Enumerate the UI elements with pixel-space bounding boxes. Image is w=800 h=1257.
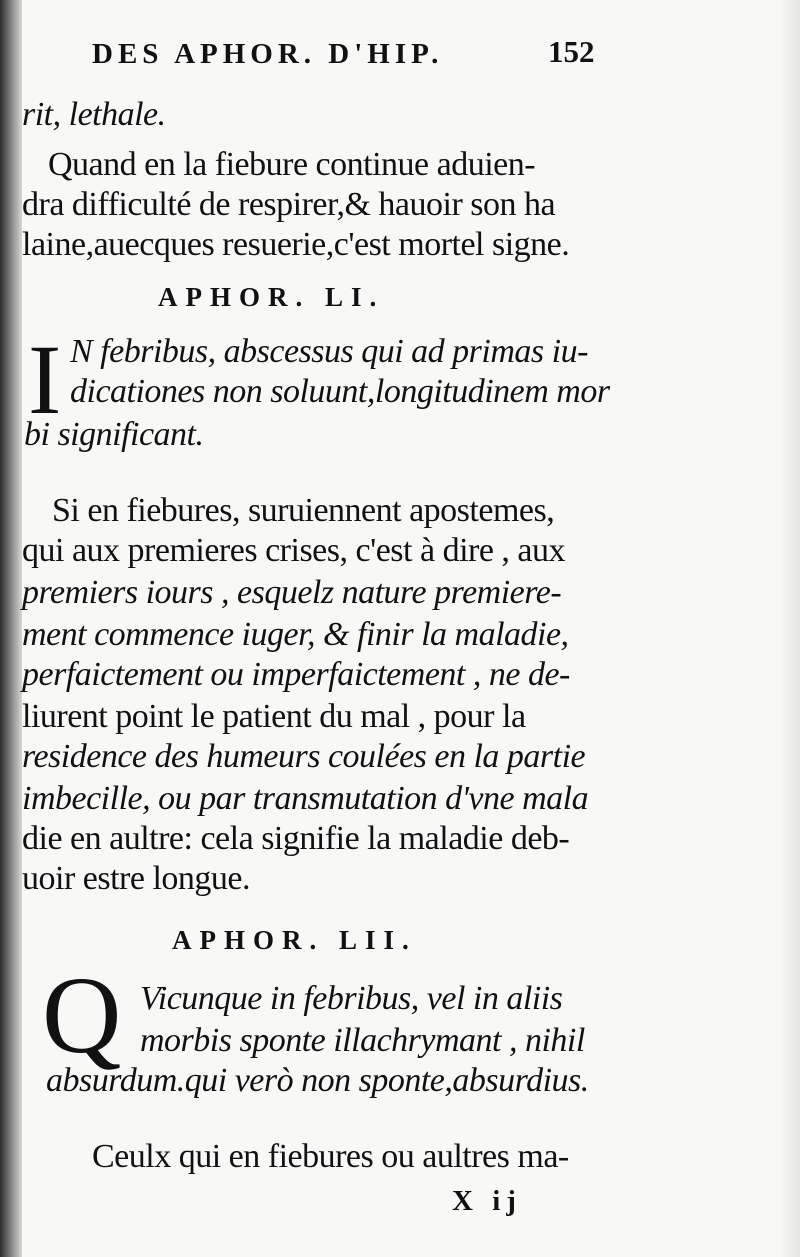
page-gutter-shadow xyxy=(0,0,22,1257)
text-line: Quand en la fiebure continue aduien- xyxy=(48,146,536,183)
aphorism-51-heading: APHOR. LI. xyxy=(158,282,385,312)
french-line: perfaictement ou imperfaictement , ne de- xyxy=(22,656,570,693)
french-line: Si en fiebures, suruiennent apostemes, xyxy=(52,492,555,529)
text-line: rit, lethale. xyxy=(22,96,166,133)
drop-cap-Q: Q xyxy=(42,954,122,1076)
latin-line: bi significant. xyxy=(24,416,204,453)
aphorism-52-heading: APHOR. LII. xyxy=(172,925,417,955)
page-number: 152 xyxy=(548,34,595,69)
french-line: qui aux premieres crises, c'est à dire , aux xyxy=(22,532,566,569)
signature-mark: X ij xyxy=(452,1185,522,1217)
french-line: residence des humeurs coulées en la partie xyxy=(22,738,586,775)
latin-line: morbis sponte illachrymant , nihil xyxy=(140,1022,585,1059)
french-line: ment commence iuger, & finir la maladie, xyxy=(22,616,569,653)
latin-line: Vicunque in febribus, vel in aliis xyxy=(140,980,563,1017)
text-line: dra difficulté de respirer,& hauoir son ha xyxy=(22,186,556,223)
french-line: liurent point le patient du mal , pour la xyxy=(22,698,526,735)
drop-cap-I: I xyxy=(28,324,62,435)
latin-line: N febribus, abscessus qui ad primas iu- xyxy=(70,333,588,370)
french-line: Ceulx qui en fiebures ou aultres ma- xyxy=(92,1138,569,1175)
french-line: die en aultre: cela signifie la maladie deb- xyxy=(22,820,570,857)
text-line: laine,auecques resuerie,c'est mortel signe. xyxy=(22,226,570,263)
french-line: uoir estre longue. xyxy=(22,860,250,897)
running-head: DES APHOR. D'HIP. xyxy=(92,38,444,70)
page-edge xyxy=(782,0,800,1257)
latin-line: absurdum.qui verò non sponte,absurdius. xyxy=(46,1062,589,1099)
french-line: imbecille, ou par transmutation d'vne mala xyxy=(22,780,589,817)
latin-line: dicationes non soluunt,longitudinem mor xyxy=(70,373,610,410)
french-line: premiers iours , esquelz nature premiere- xyxy=(22,574,562,611)
